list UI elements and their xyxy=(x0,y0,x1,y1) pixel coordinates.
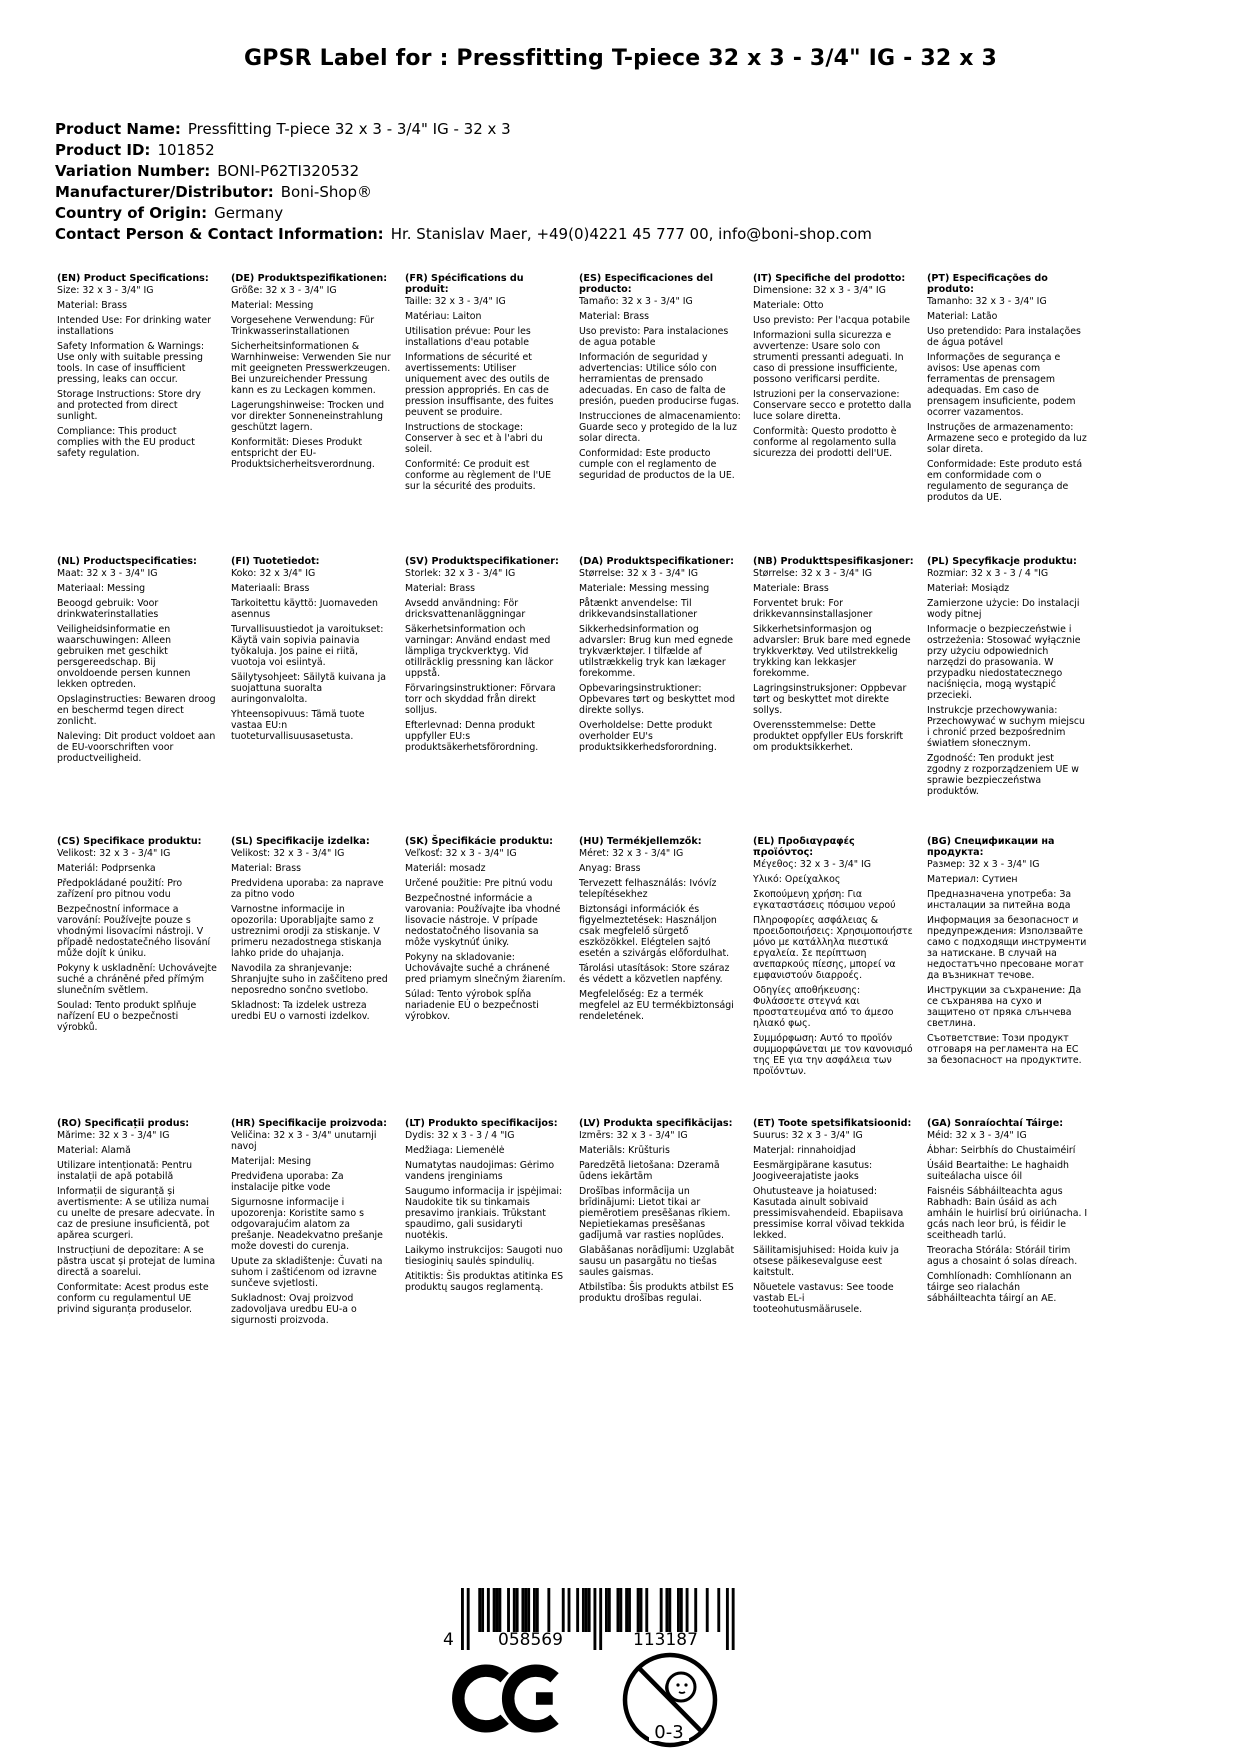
block-paragraph: Soulad: Tento produkt splňuje nařízení EU o bezpečnosti výrobků. xyxy=(57,1000,197,1033)
block-header: (EN) Product Specifications: xyxy=(57,273,209,284)
lang-block-fi xyxy=(231,556,393,836)
block-paragraph: Storage Instructions: Store dry and protected from direct sunlight. xyxy=(57,389,201,422)
age-warning-icon xyxy=(620,1650,720,1754)
block-paragraph: Avsedd användning: För dricksvattenanläggningar xyxy=(405,598,526,620)
barcode-left-digit: 4 xyxy=(443,1630,454,1650)
product-info-row xyxy=(55,121,872,137)
block-paragraph: Předpokládané použití: Pro zařízení pro pitnou vodu xyxy=(57,878,183,900)
lang-block-sk xyxy=(405,836,567,1118)
block-paragraph: Taille: 32 x 3 - 3/4" IG xyxy=(405,296,506,307)
product-info-row xyxy=(55,205,872,221)
block-paragraph: Yhteensopivuus: Tämä tuote vastaa EU:n tuoteturvallisuusasetusta. xyxy=(231,709,365,742)
lang-block-cs xyxy=(57,836,219,1118)
block-paragraph: Material: Alamă xyxy=(57,1145,131,1156)
lang-block-sl xyxy=(231,836,393,1118)
block-paragraph: Størrelse: 32 x 3 - 3/4" IG xyxy=(579,568,699,579)
block-header: (NL) Productspecificaties: xyxy=(57,556,197,567)
block-paragraph: Informacje o bezpieczeństwie i ostrzeżenia: Stosować wyłącznie przy użyciu odpowiednich narzędzi do prasowania. W przypadku niedostatecznego naciśnięcia, mogą wystąpić przecieki. xyxy=(927,624,1081,701)
block-paragraph: Veiligheidsinformatie en waarschuwingen: Alleen gebruiken met geschikt persgereedschap. Bij onvoldoende persen kunnen lekken optreden. xyxy=(57,624,191,690)
block-paragraph: Sukladnost: Ovaj proizvod zadovoljava uredbu EU-a o sigurnosti proizvoda. xyxy=(231,1293,357,1326)
block-paragraph: Tamanho: 32 x 3 - 3/4" IG xyxy=(927,296,1047,307)
block-paragraph: Информация за безопасност и предупреждения: Използвайте само с подходящи инструменти за натискане. В случай на недостатъчно пресоване могат да възникнат течове. xyxy=(927,915,1087,981)
block-paragraph: Pokyny k uskladnění: Uchovávejte suché a chráněné před přímým slunečním světlem. xyxy=(57,963,217,996)
block-paragraph: Suurus: 32 x 3 - 3/4" IG xyxy=(753,1130,863,1141)
block-paragraph: Μέγεθος: 32 x 3 - 3/4" IG xyxy=(753,859,872,870)
block-paragraph: Materiál: Podprsenka xyxy=(57,863,156,874)
block-paragraph: Tárolási utasítások: Store száraz és védett a közvetlen napfény. xyxy=(579,963,730,985)
block-paragraph: Instrukcje przechowywania: Przechowywać w suchym miejscu i chronić przed bezpośrednim światłem słonecznym. xyxy=(927,705,1085,749)
block-paragraph: Material: Messing xyxy=(231,300,314,311)
product-info-value: Pressfitting T-piece 32 x 3 - 3/4" IG - 32 x 3 xyxy=(187,120,511,138)
block-paragraph: Påtænkt anvendelse: Til drikkevandsinstallationer xyxy=(579,598,698,620)
block-paragraph: Úsáid Beartaithe: Le haghaidh suiteálacha uisce óil xyxy=(927,1160,1070,1182)
lang-block-pl xyxy=(927,556,1089,836)
lang-block-pt xyxy=(927,273,1089,556)
block-paragraph: Predviđena uporaba: Za instalacije pitke vode xyxy=(231,1171,344,1193)
block-paragraph: Koko: 32 x 3/4" IG xyxy=(231,568,316,579)
lang-block-fr xyxy=(405,273,567,556)
block-paragraph: Veľkosť: 32 x 3 - 3/4" IG xyxy=(405,848,517,859)
block-header: (CS) Specifikace produktu: xyxy=(57,836,202,847)
block-paragraph: Opslaginstructies: Bewaren droog en beschermd tegen direct zonlicht. xyxy=(57,694,216,727)
block-paragraph: Veličina: 32 x 3 - 3/4" unutarnji navoj xyxy=(231,1130,377,1152)
block-paragraph: Conformidad: Este producto cumple con el reglamento de seguridad de productos de la UE. xyxy=(579,448,735,481)
block-header: (PL) Specyfikacje produktu: xyxy=(927,556,1077,567)
block-paragraph: Opbevaringsinstruktioner: Opbevares tørt og beskyttet mod direkte sollys. xyxy=(579,683,736,716)
block-header: (ET) Toote spetsifikatsioonid: xyxy=(753,1118,912,1129)
block-paragraph: Πληροφορίες ασφάλειας & προειδοποιήσεις: Χρησιμοποιήστε μόνο με κατάλληλα πιεστικά εργαλεία. Σε περίπτωση ανεπαρκούς πίεσης, μπορεί να εμφανιστούν διαρροές. xyxy=(753,915,913,981)
block-paragraph: Materiaali: Brass xyxy=(231,583,310,594)
block-paragraph: Izmērs: 32 x 3 - 3/4" IG xyxy=(579,1130,688,1141)
block-paragraph: Atbilstība: Šis produkts atbilst ES produktu drošības regulai. xyxy=(579,1282,734,1304)
block-paragraph: Materiale: Messing messing xyxy=(579,583,710,594)
lang-block-it xyxy=(753,273,915,556)
block-paragraph: Uso previsto: Para instalaciones de agua potable xyxy=(579,326,729,348)
lang-block-bg xyxy=(927,836,1089,1118)
product-info-section xyxy=(55,121,872,247)
block-paragraph: Instrucciones de almacenamiento: Guarde seco y protegido de la luz solar directa. xyxy=(579,411,741,444)
block-header: (DA) Produktspecifikationer: xyxy=(579,556,734,567)
block-paragraph: Zamierzone użycie: Do instalacji wody pitnej xyxy=(927,598,1080,620)
block-paragraph: Laikymo instrukcijos: Saugoti nuo tiesioginių saulės spindulių. xyxy=(405,1245,563,1267)
block-paragraph: Съответствие: Този продукт отговаря на регламента на ЕС за безопасност на продуктите. xyxy=(927,1033,1082,1066)
lang-block-sv xyxy=(405,556,567,836)
block-paragraph: Materiaal: Messing xyxy=(57,583,146,594)
block-paragraph: Förvaringsinstruktioner: Förvara torr och skyddad från direkt solljus. xyxy=(405,683,556,716)
block-paragraph: Materiāls: Krūšturis xyxy=(579,1145,670,1156)
product-info-row xyxy=(55,226,872,242)
block-paragraph: Υλικό: Ορείχαλκος xyxy=(753,874,841,885)
block-paragraph: Material: Latão xyxy=(927,311,998,322)
block-paragraph: Sicherheitsinformationen & Warnhinweise: Verwenden Sie nur mit geeigneten Presswerkzeugen. Bei unzureichender Pressung kann es zu Leckagen kommen. xyxy=(231,341,391,396)
barcode-left-group: 058569 xyxy=(498,1630,563,1650)
block-header: (FI) Tuotetiedot: xyxy=(231,556,320,567)
block-paragraph: Mărime: 32 x 3 - 3/4" IG xyxy=(57,1130,170,1141)
block-paragraph: Ábhar: Seirbhís do Chustaiméirí xyxy=(927,1145,1076,1156)
product-info-row xyxy=(55,142,872,158)
block-paragraph: Material: Brass xyxy=(57,300,128,311)
block-paragraph: Οδηγίες αποθήκευσης: Φυλάσσετε στεγνά και προστατευμένα από το άμεσο ηλιακό φως. xyxy=(753,985,894,1029)
block-paragraph: Informații de siguranță și avertismente: A se utiliza numai cu unelte de presare adecvate. În caz de presiune insuficientă, pot apărea scurgeri. xyxy=(57,1186,215,1241)
lang-block-el xyxy=(753,836,915,1118)
product-info-value: 101852 xyxy=(157,141,215,159)
lang-block-nl xyxy=(57,556,219,836)
block-paragraph: Συμμόρφωση: Αυτό το προϊόν συμμορφώνεται με τον κανονισμό της ΕΕ για την ασφάλεια των προϊόντων. xyxy=(753,1033,913,1077)
block-paragraph: Lagerungshinweise: Trocken und vor direkter Sonneneinstrahlung geschützt lagern. xyxy=(231,400,385,433)
product-info-label: Manufacturer/Distributor: xyxy=(55,183,274,201)
ce-mark-icon xyxy=(452,1660,570,1741)
block-paragraph: Uso previsto: Per l'acqua potabile xyxy=(753,315,911,326)
block-paragraph: Paredzētā lietošana: Dzeramā ūdens iekārtām xyxy=(579,1160,720,1182)
block-paragraph: Drošības informācija un brīdinājumi: Lietot tikai ar piemērotiem presēšanas rīkiem. Nepietiekamas presēšanas gadījumā var rasties noplūdes. xyxy=(579,1186,731,1241)
block-paragraph: Material: Brass xyxy=(579,311,650,322)
product-info-value: Hr. Stanislav Maer, +49(0)4221 45 777 00, info@boni-shop.com xyxy=(390,225,872,243)
block-paragraph: Safety Information & Warnings: Use only with suitable pressing tools. In case of insufficient pressing, leaks can occur. xyxy=(57,341,205,385)
block-paragraph: Uso pretendido: Para instalações de água potável xyxy=(927,326,1081,348)
block-header: (HR) Specifikacije proizvoda: xyxy=(231,1118,387,1129)
block-header: (GA) Sonraíochtaí Táirge: xyxy=(927,1118,1064,1129)
block-paragraph: Pokyny na skladovanie: Uchovávajte suché a chránené pred priamym slnečným žiarením. xyxy=(405,952,566,985)
block-paragraph: Material: Brass xyxy=(231,863,302,874)
block-paragraph: Materiale: Otto xyxy=(753,300,824,311)
block-paragraph: Comhlíonadh: Comhlíonann an táirge seo rialachán sábháilteachta táirgí an AE. xyxy=(927,1271,1072,1304)
block-paragraph: Atitiktis: Šis produktas atitinka ES produktų saugos reglamentą. xyxy=(405,1271,564,1293)
block-paragraph: Tervezett felhasználás: Ivóvíz telepítésekhez xyxy=(579,878,717,900)
language-grid xyxy=(57,273,1089,1330)
block-header: (HU) Termékjellemzők: xyxy=(579,836,702,847)
block-paragraph: Naleving: Dit product voldoet aan de EU-voorschriften voor productveiligheid. xyxy=(57,731,216,764)
block-paragraph: Tarkoitettu käyttö: Juomaveden asennus xyxy=(231,598,379,620)
block-header: (ES) Especificaciones del producto: xyxy=(579,273,714,295)
block-paragraph: Informations de sécurité et avertissements: Utiliser uniquement avec des outils de pression appropriés. En cas de pression insuffisante, des fuites peuvent se produire. xyxy=(405,352,554,418)
block-paragraph: Utilisation prévue: Pour les installations d'eau potable xyxy=(405,326,531,348)
block-paragraph: Bezpečnostné informácie a varovania: Používajte iba vhodné lisovacie nástroje. V prípade nedostatočného lisovania sa môže vyskytnúť úniky. xyxy=(405,893,561,948)
product-info-row xyxy=(55,163,872,179)
block-paragraph: Méret: 32 x 3 - 3/4" IG xyxy=(579,848,684,859)
block-paragraph: Beoogd gebruik: Voor drinkwaterinstallaties xyxy=(57,598,159,620)
block-paragraph: Sikkerhetsinformasjon og advarsler: Bruk bare med egnede trykkverktøy. Ved utilstrekkelig trykking kan lekkasjer forekomme. xyxy=(753,624,911,679)
block-paragraph: Turvallisuustiedot ja varoitukset: Käytä vain sopivia painavia työkaluja. Jos paine ei riitä, vuotoja voi esiintyä. xyxy=(231,624,384,668)
barcode-right-group: 113187 xyxy=(633,1630,698,1650)
block-paragraph: Overensstemmelse: Dette produktet oppfyller EUs forskrift om produktsikkerhet. xyxy=(753,720,904,753)
lang-block-es xyxy=(579,273,741,556)
block-paragraph: Eesmärgipärane kasutus: Joogiveerajatiste jaoks xyxy=(753,1160,873,1182)
block-paragraph: Matériau: Laiton xyxy=(405,311,482,322)
block-header: (PT) Especificações do produto: xyxy=(927,273,1048,295)
product-info-value: Germany xyxy=(214,204,284,222)
product-info-label: Product Name: xyxy=(55,120,181,138)
block-paragraph: Méid: 32 x 3 - 3/4" IG xyxy=(927,1130,1027,1141)
block-paragraph: Určené použitie: Pre pitnú vodu xyxy=(405,878,553,889)
block-header: (DE) Produktspezifikationen: xyxy=(231,273,388,284)
product-info-label: Country of Origin: xyxy=(55,204,208,222)
block-header: (FR) Spécifications du produit: xyxy=(405,273,524,295)
block-paragraph: Materiál: mosadz xyxy=(405,863,486,874)
block-paragraph: Dydis: 32 x 3 - 3 / 4 "IG xyxy=(405,1130,515,1141)
product-info-value: BONI-P62TI320532 xyxy=(217,162,360,180)
block-paragraph: Bezpečnostní informace a varování: Používejte pouze s vhodnými lisovacími nástroji. V případě nedostatečného lisování může dojít k úniku. xyxy=(57,904,211,959)
block-paragraph: Velikost: 32 x 3 - 3/4" IG xyxy=(231,848,345,859)
page-title: GPSR Label for : Pressfitting T-piece 32 x 3 - 3/4" IG - 32 x 3 xyxy=(244,46,997,71)
lang-block-en xyxy=(57,273,219,556)
block-header: (NB) Produkttspesifikasjoner: xyxy=(753,556,914,567)
block-paragraph: Varnostne informacije in opozorila: Uporabljajte samo z ustreznimi orodji za stiskanje. V primeru nezadostnega stiskanja lahko pride do uhajanja. xyxy=(231,904,382,959)
block-paragraph: Anyag: Brass xyxy=(579,863,641,874)
block-header: (BG) Спецификации на продукта: xyxy=(927,836,1055,858)
lang-block-ro xyxy=(57,1118,219,1330)
block-paragraph: Conformitate: Acest produs este conform cu regulamentul UE privind siguranța produselor. xyxy=(57,1282,209,1315)
block-paragraph: Materjal: rinnahoidjad xyxy=(753,1145,856,1156)
block-paragraph: Megfelelőség: Ez a termék megfelel az EU termékbiztonsági rendeletének. xyxy=(579,989,734,1022)
block-paragraph: Conformidade: Este produto está em conformidade com o regulamento de segurança de produtos da UE. xyxy=(927,459,1083,503)
block-paragraph: Konformität: Dieses Produkt entspricht der EU-Produktsicherheitsverordnung. xyxy=(231,437,375,470)
block-paragraph: Instruções de armazenamento: Armazene seco e protegido da luz solar direta. xyxy=(927,422,1087,455)
block-paragraph: Size: 32 x 3 - 3/4" IG xyxy=(57,285,154,296)
block-header: (SV) Produktspecifikationer: xyxy=(405,556,559,567)
block-paragraph: Efterlevnad: Denna produkt uppfyller EU:s produktsäkerhetsförordning. xyxy=(405,720,539,753)
block-paragraph: Información de seguridad y advertencias: Utilice sólo con herramientas de prensado adecuadas. En caso de falta de presión, pueden producirse fugas. xyxy=(579,352,740,407)
block-paragraph: Zgodność: Ten produkt jest zgodny z rozporządzeniem UE w sprawie bezpieczeństwa produktów. xyxy=(927,753,1079,797)
block-paragraph: Conformità: Questo prodotto è conforme al regolamento sulla sicurezza dei prodotti dell'UE. xyxy=(753,426,897,459)
block-paragraph: Storlek: 32 x 3 - 3/4" IG xyxy=(405,568,516,579)
product-info-label: Contact Person & Contact Information: xyxy=(55,225,384,243)
lang-block-da xyxy=(579,556,741,836)
block-paragraph: Säkerhetsinformation och varningar: Använd endast med lämpliga tryckverktyg. Vid otillräcklig pressning kan läckor uppstå. xyxy=(405,624,554,679)
block-header: (SK) Špecifikácie produktu: xyxy=(405,836,554,847)
block-paragraph: Instructions de stockage: Conserver à sec et à l'abri du soleil. xyxy=(405,422,543,455)
lang-block-lv xyxy=(579,1118,741,1330)
block-paragraph: Intended Use: For drinking water installations xyxy=(57,315,211,337)
block-header: (RO) Specificații produs: xyxy=(57,1118,190,1129)
block-header: (LT) Produkto specifikacijos: xyxy=(405,1118,558,1129)
block-paragraph: Rozmiar: 32 x 3 - 3 / 4 "IG xyxy=(927,568,1049,579)
lang-block-nb xyxy=(753,556,915,836)
block-paragraph: Säilytysohjeet: Säilytä kuivana ja suojattuna suoralta auringonvalolta. xyxy=(231,672,387,705)
block-paragraph: Lagringsinstruksjoner: Oppbevar tørt og beskyttet mot direkte sollys. xyxy=(753,683,907,716)
block-paragraph: Vorgesehene Verwendung: Für Trinkwasserinstallationen xyxy=(231,315,375,337)
block-paragraph: Forventet bruk: For drikkevannsinstallasjoner xyxy=(753,598,873,620)
block-paragraph: Nõuetele vastavus: See toode vastab EL-i tooteohutusmäärusele. xyxy=(753,1282,894,1315)
block-header: (EL) Προδιαγραφές προϊόντος: xyxy=(753,836,855,858)
block-paragraph: Informações de segurança e avisos: Use apenas com ferramentas de prensagem adequadas. Em caso de prensagem insuficiente, podem ocorrer vazamentos. xyxy=(927,352,1076,418)
block-paragraph: Sikkerhedsinformation og advarsler: Brug kun med egnede trykværktøjer. I tilfælde af utilstrækkelig tryk kan lækager forekomme. xyxy=(579,624,734,679)
block-paragraph: Utilizare intenționată: Pentru instalații de apă potabilă xyxy=(57,1160,193,1182)
block-paragraph: Informazioni sulla sicurezza e avvertenze: Usare solo con strumenti pressanti adeguati. In caso di pressione insufficiente, possono verificarsi perdite. xyxy=(753,330,904,385)
age-warning-label: 0-3 xyxy=(654,1722,684,1743)
block-paragraph: Materiale: Brass xyxy=(753,583,829,594)
block-paragraph: Faisnéis Sábháilteachta agus Rabhadh: Bain úsáid as ach amháin le huirlisí brú oiriúnacha. I gcás nach leor brú, is féidir le sceitheadh tarlú. xyxy=(927,1186,1088,1241)
lang-block-hu xyxy=(579,836,741,1118)
block-paragraph: Größe: 32 x 3 - 3/4" IG xyxy=(231,285,337,296)
block-header: (IT) Specifiche del prodotto: xyxy=(753,273,906,284)
block-paragraph: Materiał: Mosiądz xyxy=(927,583,1010,594)
block-paragraph: Maat: 32 x 3 - 3/4" IG xyxy=(57,568,158,579)
lang-block-ga xyxy=(927,1118,1089,1330)
lang-block-de xyxy=(231,273,393,556)
block-paragraph: Σκοπούμενη χρήση: Για εγκαταστάσεις πόσιμου νερού xyxy=(753,889,896,911)
block-paragraph: Instrucțiuni de depozitare: A se păstra uscat și protejat de lumina directă a soarelui. xyxy=(57,1245,216,1278)
product-info-label: Product ID: xyxy=(55,141,151,159)
block-header: (LV) Produkta specifikācijas: xyxy=(579,1118,733,1129)
block-paragraph: Glabāšanas norādījumi: Uzglabāt sausu un pasargātu no tiešas saules gaismas. xyxy=(579,1245,735,1278)
block-paragraph: Numatytas naudojimas: Gėrimo vandens įrenginiams xyxy=(405,1160,555,1182)
block-paragraph: Istruzioni per la conservazione: Conservare secco e protetto dalla luce solare diretta. xyxy=(753,389,912,422)
block-paragraph: Материал: Сутиен xyxy=(927,874,1018,885)
block-paragraph: Sigurnosne informacije i upozorenja: Koristite samo s odgovarajućim alatom za prešanje. Neadekvatno prešanje može dovesti do curenja. xyxy=(231,1197,383,1252)
block-paragraph: Upute za skladištenje: Čuvati na suhom i zaštićenom od izravne sunčeve svjetlosti. xyxy=(231,1256,383,1289)
barcode xyxy=(443,1588,753,1654)
product-info-row xyxy=(55,184,872,200)
block-paragraph: Skladnost: Ta izdelek ustreza uredbi EU o varnosti izdelkov. xyxy=(231,1000,370,1022)
lang-block-et xyxy=(753,1118,915,1330)
block-paragraph: Dimensione: 32 x 3 - 3/4" IG xyxy=(753,285,886,296)
block-paragraph: Materijal: Mesing xyxy=(231,1156,312,1167)
block-paragraph: Tamaño: 32 x 3 - 3/4" IG xyxy=(579,296,693,307)
block-paragraph: Velikost: 32 x 3 - 3/4" IG xyxy=(57,848,171,859)
block-paragraph: Overholdelse: Dette produkt overholder EU's produktsikkerhedsforordning. xyxy=(579,720,717,753)
block-paragraph: Súlad: Tento výrobok spĺňa nariadenie EÚ o bezpečnosti výrobkov. xyxy=(405,989,539,1022)
block-paragraph: Predvidena uporaba: za naprave za pitno vodo xyxy=(231,878,384,900)
product-info-label: Variation Number: xyxy=(55,162,211,180)
block-paragraph: Størrelse: 32 x 3 - 3/4" IG xyxy=(753,568,873,579)
block-paragraph: Biztonsági információk és figyelmeztetések: Használjon csak megfelelő sürgető eszközökkel. Elégtelen sajtó esetén a szivárgás előfordulhat. xyxy=(579,904,730,959)
block-paragraph: Compliance: This product complies with the EU product safety regulation. xyxy=(57,426,195,459)
block-header: (SL) Specifikacije izdelka: xyxy=(231,836,370,847)
block-paragraph: Conformité: Ce produit est conforme au règlement de l'UE sur la sécurité des produits. xyxy=(405,459,552,492)
lang-block-hr xyxy=(231,1118,393,1330)
block-paragraph: Предназначена употреба: За инсталации за питейна вода xyxy=(927,889,1072,911)
block-paragraph: Medžiaga: Liemenėlė xyxy=(405,1145,505,1156)
block-paragraph: Säilitamisjuhised: Hoida kuiv ja otsese päikesevalguse eest kaitstult. xyxy=(753,1245,900,1278)
product-info-value: Boni-Shop® xyxy=(280,183,373,201)
block-paragraph: Saugumo informacija ir įspėjimai: Naudokite tik su tinkamais presavimo įrankiais. Trūkstant spaudimo, gali susidaryti nuotėkis. xyxy=(405,1186,563,1241)
block-paragraph: Ohutusteave ja hoiatused: Kasutada ainult sobivaid pressimisvahendeid. Ebapiisava pressimise korral võivad tekkida lekked. xyxy=(753,1186,905,1241)
block-paragraph: Размер: 32 x 3 - 3/4" IG xyxy=(927,859,1040,870)
block-paragraph: Navodila za shranjevanje: Shranjujte suho in zaščiteno pred neposredno sončno svetlobo. xyxy=(231,963,388,996)
block-paragraph: Инструкции за съхранение: Да се съхранява на сухо и защитено от пряка слънчева светлина. xyxy=(927,985,1082,1029)
lang-block-lt xyxy=(405,1118,567,1330)
block-paragraph: Material: Brass xyxy=(405,583,476,594)
block-paragraph: Treoracha Stórála: Stóráil tirim agus a chosaint ó solas díreach. xyxy=(927,1245,1078,1267)
